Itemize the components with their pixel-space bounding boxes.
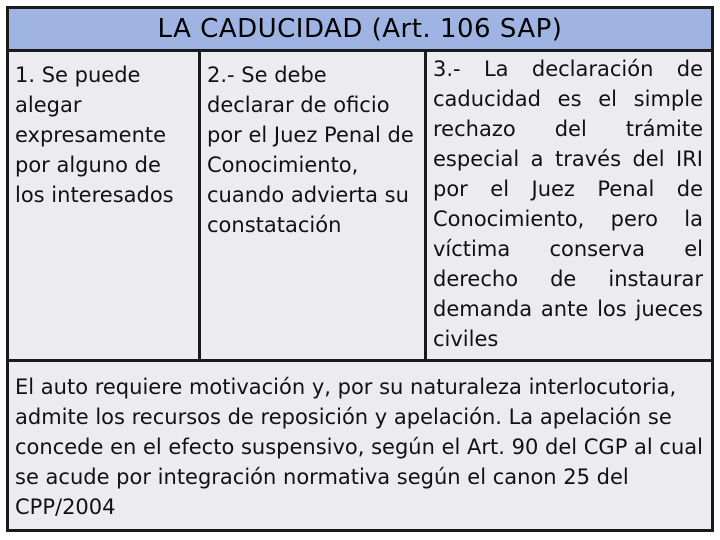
column-1: [9, 52, 198, 359]
column-2: [201, 52, 424, 359]
column-3-text: 3.- La declaración de caducidad es el simple rechazo del trámite especial a través del IRI por el Juez Penal de Conocimiento, pero la víctima conserva el derecho de instaurar demanda ante los jueces civiles: [433, 57, 703, 351]
column-2-text: 2.- Se debe declarar de oficio por el Juez Penal de Conocimiento, cuando advierta su constatación: [207, 63, 414, 237]
column-3: [427, 52, 711, 359]
column-1-text: 1. Se puede alegar expresamente por alguno de los interesados: [15, 63, 174, 207]
footer-panel: [9, 362, 711, 529]
slide: [6, 6, 714, 532]
slide-title: LA CADUCIDAD (Art. 106 SAP): [9, 9, 711, 52]
footer-text: El auto requiere motivación y, por su naturaleza interlocutoria, admite los recursos de reposición y apelación. La apelación se concede en el efecto suspensivo, según el Art. 90 del CGP al cual se acude por integración normativa según el canon 25 del CPP/2004: [15, 375, 703, 519]
